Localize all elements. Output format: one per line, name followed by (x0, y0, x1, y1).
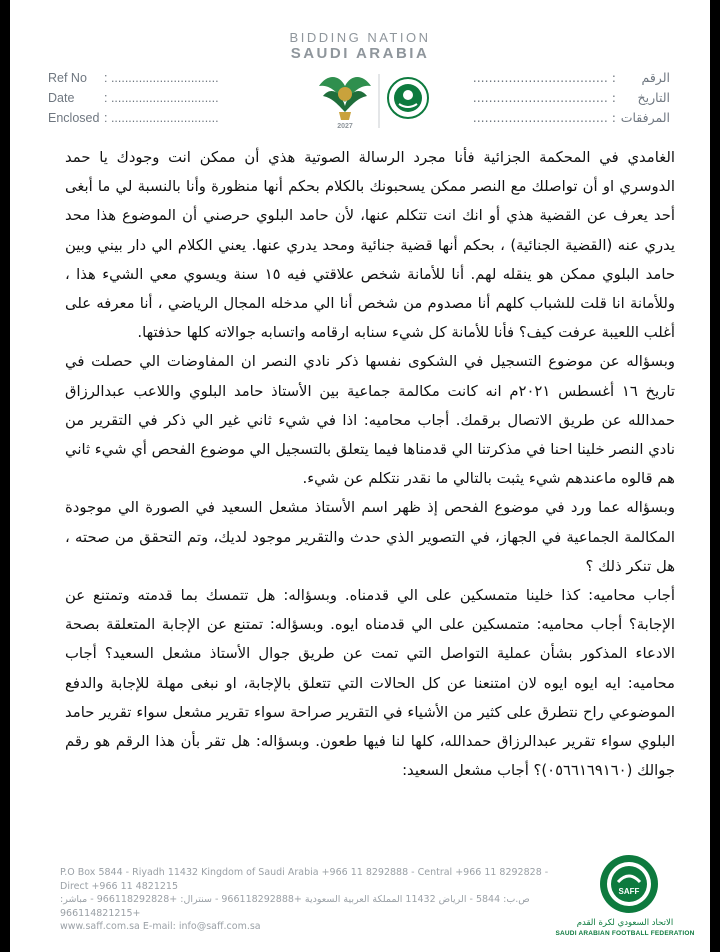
body-paragraph: أجاب محاميه: كذا خلينا متمسكين على الي قدمناه. وبسؤاله: هل تتمسك بما قدمته وتمتنع عن الإجابة؟ أجاب محاميه: متمسكين على الي قدمناه ايوه. وبسؤاله: تمتنع عن الإجابة المتعلقة بصحة الادعاء المذكور بشأن عملية التواصل التي تمت عن طريق جوال الأستاذ مشعل السعيد؟ أجاب محاميه: ايه ايوه ايوه لان امتنعنا عن كل الحالات التي تتعلق بالإجابة، او نبغى مهلة للإجابة والدفع الموضوعي راح نتطرق على كثير من الأشياء في التقرير صراحة سواء تقرير مشعل سواء تقرير حامد البلوي سواء تقرير عبدالرزاق حمدالله، كلها لنا فيها طعون. وبسؤاله: هل تقر بأن هذا الرقم هو رقم جوالك (٠٥٦٦١٦٩١٦٠)؟ أجاب مشعل السعيد: (65, 587, 675, 780)
ref-row (48, 88, 219, 108)
body-paragraph: الغامدي في المحكمة الجزائية فأنا مجرد الرسالة الصوتية هذي أن ممكن انت وجودك يا حمد الدوسري او أن تواصلك مع النصر ممكن يسحبونك بالكلام بحكم أنها منظورة وأنا بالنسبة لي ما أبغى أحد يعرف عن القضية هذي أو انك انت تتكلم عنها، لأن حامد البلوي حرصني أن الموضوع هذا محد يدري عنه (القضية الجنائية) ، بحكم أنها قضية جنائية ومحد يدري عنها. يعني الكلام الي دار بيني وبين حامد البلوي ممكن هو ينقله لهم. أنا للأمانة شخص علاقتي فيه ١٥ سنة ويسوي معي الشيء هذا ، وللأمانة انا قلت للشباب كلهم أنا مصدوم من شخص أنا الي مدخله المجال الرياضي ، أنا معرفه على أغلب اللعيبة عرفت كيف؟ فأنا للأمانة كل شيء سنابه ارقامه واتسابه جوالاته كلها حذفتها. (65, 149, 676, 342)
enclosed-value: : ............................... (104, 111, 219, 125)
enclosed-value-ar: : .................................. (472, 110, 616, 125)
ref-no-value: : ............................... (104, 71, 219, 85)
bid-title (10, 31, 710, 62)
ref-row (473, 108, 670, 128)
letter-body (65, 143, 675, 785)
bid-emblem-logo (313, 72, 438, 130)
ref-row (473, 88, 670, 108)
letter-page (10, 0, 710, 952)
bid-line2: SAUDI ARABIA (290, 45, 430, 62)
saff-logo-text: SAFF (618, 887, 640, 896)
ref-row (48, 108, 219, 128)
date-label-ar: التاريخ (637, 90, 670, 105)
federation-name (550, 918, 700, 938)
date-value: : ............................... (104, 91, 219, 105)
date-label: Date (48, 91, 75, 105)
saff-badge-icon (388, 78, 428, 118)
emblem-year: 2027 (337, 123, 353, 130)
ref-row (473, 68, 670, 88)
body-paragraph: وبسؤاله عما ورد في موضوع الفحص إذ ظهر اسم الأستاذ مشعل السعيد في الصورة الي موجودة المكالمة الجماعية في الجهاز، في التصوير الذي حدث والتقرير موجود لديك، وتم التحقق من صحته ، هل تنكر ذلك ؟ (65, 499, 675, 575)
saff-federation-logo (598, 852, 660, 916)
ref-no-label-ar: الرقم (641, 70, 670, 85)
enclosed-label: Enclosed (48, 111, 100, 125)
footer-address-en: P.O Box 5844 - Riyadh 11432 Kingdom of Saudi Arabia +966 11 8292888 - Central +966 11 8292828 - Direct +966 11 4821215 (60, 867, 549, 892)
ref-row (48, 68, 219, 88)
date-value-ar: : .................................. (472, 90, 616, 105)
ref-block-ar (473, 68, 670, 128)
body-paragraph: وبسؤاله عن موضوع التسجيل في الشكوى نفسها ذكر نادي النصر ان المفاوضات الي حصلت في تاريخ ١٦ أغسطس ٢٠٢١م انه كانت مكالمة جماعية بين الأستاذ حامد البلوي واللاعب عبدالرزاق حمدالله عن طريق الاتصال برقمك. أجاب محاميه: اذا في شيء ثاني غير الي ذكر في التقرير من نادي النصر خلينا احنا في مذكرتنا الي قدمناها فيما يتعلق بالتسجيل الي موضوع الفحص أي شيء ثاني هم قالوه ماعندهم شيء يثبت بالتالي ما نقدر نتكلم عن شيء. (65, 353, 675, 488)
footer-web: www.saff.com.sa E-mail: info@saff.com.sa (60, 921, 261, 932)
bid-line1: BIDDING NATION (289, 30, 431, 45)
enclosed-label-ar: المرفقات (620, 110, 670, 125)
federation-name-en: SAUDI ARABIAN FOOTBALL FEDERATION (555, 930, 695, 937)
ref-block-en (48, 68, 219, 128)
bid-crest-icon (319, 77, 371, 120)
footer-contact (60, 866, 560, 934)
footer-address-ar: ص.ب: 5844 - الرياض 11432 المملكة العربية السعودية +966118292888 - سنترال: +966118292828 - مباشر: +966114821215 (60, 894, 530, 919)
federation-name-ar: الاتحاد السعودي لكرة القدم (576, 918, 674, 928)
ref-no-value-ar: : .................................. (472, 70, 616, 85)
ref-no-label: Ref No (48, 71, 87, 85)
